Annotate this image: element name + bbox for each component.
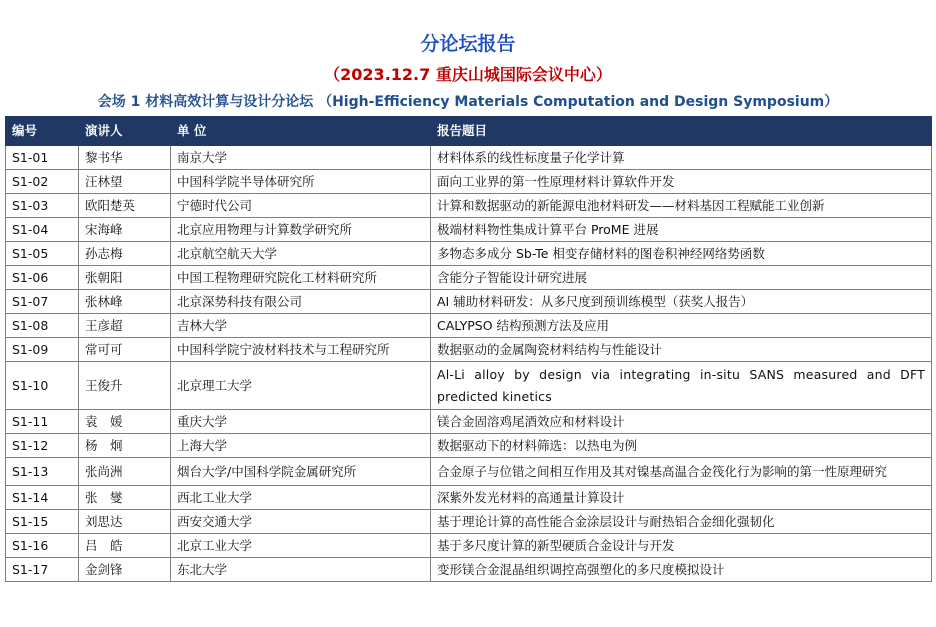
cell-report-title: 数据驱动下的材料筛选：以热电为例 (431, 434, 932, 458)
cell-speaker: 张朝阳 (79, 266, 171, 290)
cell-id: S1-15 (6, 510, 79, 534)
cell-id: S1-04 (6, 218, 79, 242)
cell-report-title: 深紫外发光材料的高通量计算设计 (431, 486, 932, 510)
table-row (6, 338, 932, 362)
table-row (6, 290, 932, 314)
table-row (6, 558, 932, 582)
table-row (6, 434, 932, 458)
table-row (6, 510, 932, 534)
cell-id: S1-14 (6, 486, 79, 510)
cell-id: S1-11 (6, 410, 79, 434)
table-row (6, 266, 932, 290)
cell-report-title: 计算和数据驱动的新能源电池材料研发——材料基因工程赋能工业创新 (431, 194, 932, 218)
cell-speaker: 吕 皓 (79, 534, 171, 558)
cell-affiliation: 中国科学院半导体研究所 (171, 170, 431, 194)
cell-speaker: 杨 炯 (79, 434, 171, 458)
table-header-row (6, 117, 932, 146)
table-row (6, 362, 932, 410)
cell-id: S1-17 (6, 558, 79, 582)
report-table (5, 116, 932, 582)
cell-id: S1-13 (6, 458, 79, 486)
table-row (6, 146, 932, 170)
cell-id: S1-09 (6, 338, 79, 362)
cell-id: S1-02 (6, 170, 79, 194)
cell-report-title: 数据驱动的金属陶瓷材料结构与性能设计 (431, 338, 932, 362)
table-row (6, 314, 932, 338)
table-row (6, 410, 932, 434)
cell-speaker: 黎书华 (79, 146, 171, 170)
cell-id: S1-12 (6, 434, 79, 458)
session-title: 会场 1 材料高效计算与设计分论坛 （High-Efficiency Materials Computation and Design Symposium） (97, 94, 839, 110)
cell-speaker: 汪林望 (79, 170, 171, 194)
cell-affiliation: 北京应用物理与计算数学研究所 (171, 218, 431, 242)
cell-affiliation: 北京理工大学 (171, 362, 431, 410)
cell-affiliation: 中国科学院宁波材料技术与工程研究所 (171, 338, 431, 362)
table-row (6, 458, 932, 486)
cell-report-title: 基于多尺度计算的新型硬质合金设计与开发 (431, 534, 932, 558)
header-report-title: 报告题目 (431, 117, 932, 146)
cell-speaker: 宋海峰 (79, 218, 171, 242)
cell-id: S1-07 (6, 290, 79, 314)
table-row (6, 242, 932, 266)
cell-id: S1-03 (6, 194, 79, 218)
cell-speaker: 金剑锋 (79, 558, 171, 582)
table-row (6, 194, 932, 218)
cell-report-title: CALYPSO 结构预测方法及应用 (431, 314, 932, 338)
cell-affiliation: 西安交通大学 (171, 510, 431, 534)
cell-affiliation: 北京航空航天大学 (171, 242, 431, 266)
cell-speaker: 张尚洲 (79, 458, 171, 486)
cell-report-title: 材料体系的线性标度量子化学计算 (431, 146, 932, 170)
header-affiliation: 单 位 (171, 117, 431, 146)
header-speaker: 演讲人 (79, 117, 171, 146)
cell-speaker: 袁 媛 (79, 410, 171, 434)
header-id: 编号 (6, 117, 79, 146)
cell-affiliation: 南京大学 (171, 146, 431, 170)
cell-affiliation: 重庆大学 (171, 410, 431, 434)
table-row (6, 218, 932, 242)
cell-affiliation: 宁德时代公司 (171, 194, 431, 218)
cell-speaker: 王俊升 (79, 362, 171, 410)
cell-id: S1-05 (6, 242, 79, 266)
cell-report-title: 镁合金固溶鸡尾酒效应和材料设计 (431, 410, 932, 434)
cell-affiliation: 北京深势科技有限公司 (171, 290, 431, 314)
cell-affiliation: 北京工业大学 (171, 534, 431, 558)
table-body (6, 146, 932, 582)
cell-speaker: 刘思达 (79, 510, 171, 534)
table-row (6, 170, 932, 194)
cell-report-title: Al-Li alloy by design via integrating in-situ SANS measured and DFT predicted kinetics (431, 362, 932, 410)
cell-report-title: 合金原子与位错之间相互作用及其对镍基高温合金筏化行为影响的第一性原理研究 (431, 458, 932, 486)
cell-affiliation: 吉林大学 (171, 314, 431, 338)
cell-affiliation: 烟台大学/中国科学院金属研究所 (171, 458, 431, 486)
cell-speaker: 孙志梅 (79, 242, 171, 266)
cell-report-title: 极端材料物性集成计算平台 ProME 进展 (431, 218, 932, 242)
cell-id: S1-10 (6, 362, 79, 410)
cell-id: S1-08 (6, 314, 79, 338)
cell-report-title: 含能分子智能设计研究进展 (431, 266, 932, 290)
cell-id: S1-06 (6, 266, 79, 290)
cell-speaker: 张林峰 (79, 290, 171, 314)
page-title: 分论坛报告 (420, 33, 516, 55)
cell-speaker: 张 燮 (79, 486, 171, 510)
cell-affiliation: 西北工业大学 (171, 486, 431, 510)
cell-report-title: 多物态多成分 Sb-Te 相变存储材料的图卷积神经网络势函数 (431, 242, 932, 266)
cell-id: S1-16 (6, 534, 79, 558)
table-row (6, 534, 932, 558)
cell-id: S1-01 (6, 146, 79, 170)
cell-report-title: AI 辅助材料研发：从多尺度到预训练模型（获奖人报告） (431, 290, 932, 314)
cell-report-title: 面向工业界的第一性原理材料计算软件开发 (431, 170, 932, 194)
cell-affiliation: 上海大学 (171, 434, 431, 458)
cell-report-title: 基于理论计算的高性能合金涂层设计与耐热铝合金细化强韧化 (431, 510, 932, 534)
date-venue-subtitle: （2023.12.7 重庆山城国际会议中心） (324, 65, 612, 84)
cell-report-title: 变形镁合金混晶组织调控高强塑化的多尺度模拟设计 (431, 558, 932, 582)
cell-affiliation: 东北大学 (171, 558, 431, 582)
cell-speaker: 常可可 (79, 338, 171, 362)
cell-speaker: 欧阳楚英 (79, 194, 171, 218)
table-row (6, 486, 932, 510)
cell-affiliation: 中国工程物理研究院化工材料研究所 (171, 266, 431, 290)
cell-speaker: 王彦超 (79, 314, 171, 338)
